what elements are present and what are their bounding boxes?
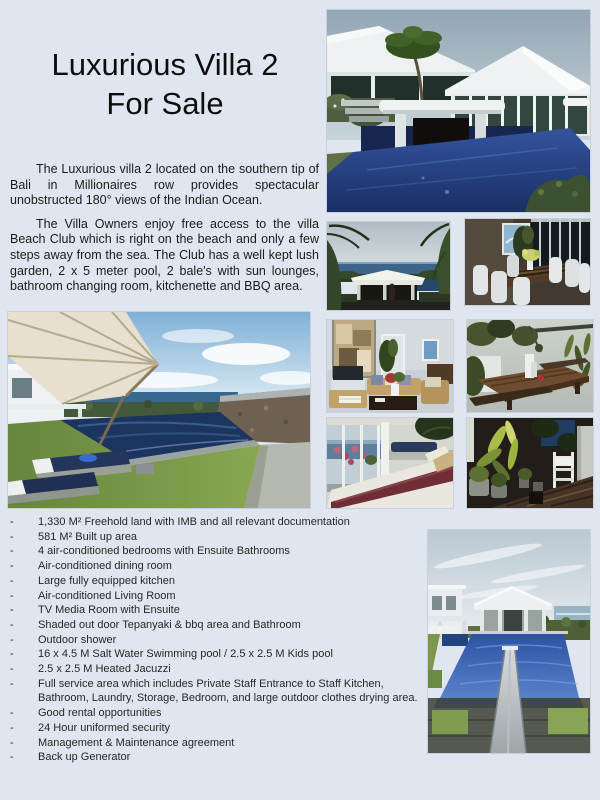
intro-paragraph-1: The Luxurious villa 2 located on the southern tip of Bali in Millionaires row provides spectacular unobstructed 180° views of the Indian Ocean. (10, 162, 319, 208)
intro-text (10, 162, 319, 303)
feature-item (10, 603, 430, 618)
bullet-dash: - (10, 545, 14, 558)
feature-item (10, 618, 430, 633)
feature-item (10, 721, 430, 736)
feature-text: 16 x 4.5 M Salt Water Swimming pool / 2.5 x 2.5 M Kids pool (38, 648, 333, 661)
feature-text: Back up Generator (38, 751, 131, 764)
page-title (0, 45, 330, 123)
bullet-dash: - (10, 677, 14, 690)
features-list (10, 515, 430, 765)
bullet-dash: - (10, 648, 14, 661)
feature-text: Shaded out door Tepanyaki & bbq area and Bathroom (38, 618, 301, 631)
ocean-view-bale-photo (327, 222, 450, 310)
bullet-dash: - (10, 736, 14, 749)
feature-text: 2.5 x 2.5 M Heated Jacuzzi (38, 663, 171, 676)
dining-room-photo (465, 219, 590, 305)
feature-item (10, 559, 430, 574)
feature-text: Management & Maintenance agreement (38, 736, 235, 749)
bullet-dash: - (10, 721, 14, 734)
feature-item (10, 589, 430, 604)
feature-item (10, 677, 430, 706)
living-room-photo (327, 320, 453, 412)
outdoor-shower-photo (467, 418, 593, 508)
feature-item (10, 647, 430, 662)
long-pool-pavilion-photo (428, 530, 590, 753)
bullet-dash: - (10, 633, 14, 646)
feature-text: Air-conditioned dining room (38, 560, 172, 573)
garden-table-photo (467, 320, 593, 412)
feature-item (10, 662, 430, 677)
feature-item (10, 750, 430, 765)
feature-item (10, 574, 430, 589)
intro-paragraph-2: The Villa Owners enjoy free access to the villa Beach Club which is right on the beach and only a few steps away from the sea. The Club has a well kept lush garden, 2 x 5 meter pool, 2 bale's with sun lounges, bathroom changing room, kitchenette and BBQ area. (10, 216, 319, 294)
feature-item (10, 530, 430, 545)
feature-text: 1,330 M² Freehold land with IMB and all relevant documentation (38, 516, 350, 528)
feature-text: Large fully equipped kitchen (38, 574, 175, 587)
bedroom-ocean-view-photo (327, 418, 453, 508)
feature-text: TV Media Room with Ensuite (38, 604, 180, 617)
bullet-dash: - (10, 589, 14, 602)
bullet-dash: - (10, 516, 14, 528)
villa-exterior-pool-photo (327, 10, 590, 212)
bullet-dash: - (10, 707, 14, 720)
title-line-2: For Sale (106, 85, 224, 121)
bullet-dash: - (10, 618, 14, 631)
feature-text: Outdoor shower (38, 633, 117, 646)
feature-text: 4 air-conditioned bedrooms with Ensuite Bathrooms (38, 545, 290, 558)
bullet-dash: - (10, 751, 14, 764)
feature-item (10, 633, 430, 648)
bullet-dash: - (10, 663, 14, 676)
feature-text: 581 M² Built up area (38, 530, 138, 543)
bullet-dash: - (10, 604, 14, 617)
feature-text: Air-conditioned Living Room (38, 589, 176, 602)
feature-item (10, 515, 430, 530)
feature-item (10, 706, 430, 721)
title-line-1: Luxurious Villa 2 (51, 46, 279, 82)
feature-text: Good rental opportunities (38, 707, 162, 720)
feature-text: Full service area which includes Private Staff Entrance to Staff Kitchen, Bathroom, Laundry, Storage, Bedroom, and large outdoor clothes drying area. (38, 677, 418, 705)
bullet-dash: - (10, 530, 14, 543)
feature-item (10, 544, 430, 559)
bullet-dash: - (10, 560, 14, 573)
feature-text: 24 Hour uniformed security (38, 721, 171, 734)
bullet-dash: - (10, 574, 14, 587)
infinity-pool-garden-photo (8, 312, 310, 508)
feature-item (10, 736, 430, 751)
